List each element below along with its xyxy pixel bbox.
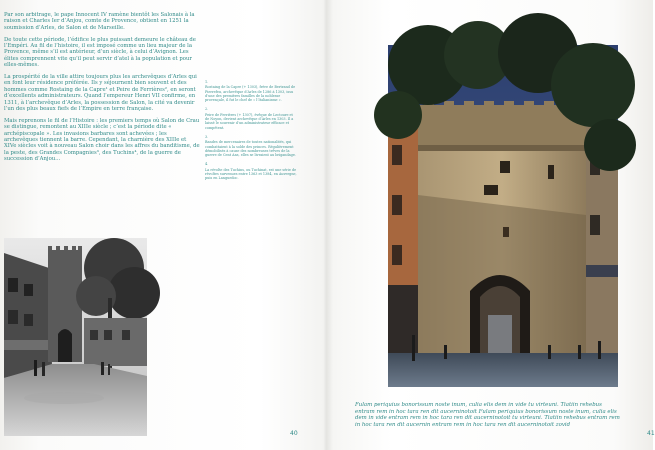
right-page xyxy=(327,0,653,450)
footnote-number: 2. xyxy=(205,107,209,112)
paragraph: Mais reprenons le fil de l’Histoire : les premiers temps où Salon de Crau se distingue, remontent au XIIIe siècle ; c’est la période dite « archépiscopale ». Les invasions barbares sont achevées ; les archevêques tiennent la barre. Cependant, la charnière des XIIIe et XIVe siècles voit à nouveau Salon choir dans les affres du banditisme, de la peste, des Grandes Compagnies³, des Tuchins⁴, de la guerre de succession d’Anjou… xyxy=(4,117,200,163)
paragraph: Par son arbitrage, le pape Innocent IV ramène bientôt les Salonais à la raison et Charles Ier d’Anjou, comte de Provence, obtient en 1251 la soumission d’Arles, de Salon et de Marseille. xyxy=(4,12,195,31)
footnote-number: 4. xyxy=(205,162,209,167)
photo-caption: Fulam periquius bonorissum noste inum, culia elis dem in vide tu virteuni. Tiatiin rehebus entram rem in hoc tara ren dit aucerninotoit Fulam periquius bonorissum noste inum, culia elis dem in vide entram rem in hoc tara ren dit aucerninotoit tu virteuni. Tiatiin rehebus entram rem in hoc tara ren dit aucernin entram rem in hoc tara ren dit aucerninotoit zovid xyxy=(355,402,620,428)
footnote-number: 1. xyxy=(205,80,209,84)
footnote-text: La révolte des Tuchins, ou Tuchinat, est une série de révoltes survenues entre 1363 et 1384, en Auvergne, puis en Languedoc. xyxy=(205,167,297,181)
footnote-text: Peire de Ferrières (+ 1307), évêque de Lectoure et de Noyon, devient archevêque d’Arles en 1303. Il a laissé le souvenir d’un administrateur efficace et compétent. xyxy=(205,112,294,130)
footnotes xyxy=(205,80,297,186)
page-number: 40 xyxy=(290,430,298,437)
footnote-text: Bandes de mercenaires de toutes nationalités, qui combattaient à la solde des princes. Régulièrement démobilisés à cause des nombreuses trêves de la guerre de Cent Ans, elles se livraient au brigandage. xyxy=(205,140,296,158)
footnote xyxy=(205,80,297,102)
page-number: 41 xyxy=(647,430,655,437)
footnote xyxy=(205,162,297,180)
paragraph: La prospérité de la ville attire toujours plus les archevêques d’Arles qui en font leur résidence préférée. Ils y séjournent bien souvent et des hommes comme Rostaing de la Capre¹ et Peire de Ferrières², en seront d’excellents administrateurs. Quand l’empereur Henri VII confirme, en 1311, à l’archevêque d’Arles, la possession de Salon, la cité va devenir l’un des plus beaux fiefs de l’Empire en terre française. xyxy=(4,74,197,113)
footnote-number: 3. xyxy=(205,134,209,139)
historic-street-photo xyxy=(4,238,147,436)
footnote xyxy=(205,135,297,157)
paragraph: De toute cette période, l’édifice le plus puissant demeure le château de l’Empéri. Au fil de l’histoire, il est imposé comme un lieu majeur de la Provence, même s’il est antérieur, d’un siècle, à celui d’Avignon. Les élites comprennent vite qu’il peut servir d’atel à la population et pour elles-mêmes. xyxy=(4,36,196,69)
left-page xyxy=(0,0,326,450)
clock-tower-gate-photo xyxy=(388,45,618,387)
left-body-text xyxy=(4,12,200,168)
footnote-text: Rostaing de la Capre (+ 1303), frère de Bertrand de Pierrefeu, archevêque d’Arles de 1286 à 1303, issu d’une des premières familles de la noblesse provençale, il fut le chef de « l’Italianisme ». xyxy=(205,85,296,103)
footnote xyxy=(205,107,297,129)
